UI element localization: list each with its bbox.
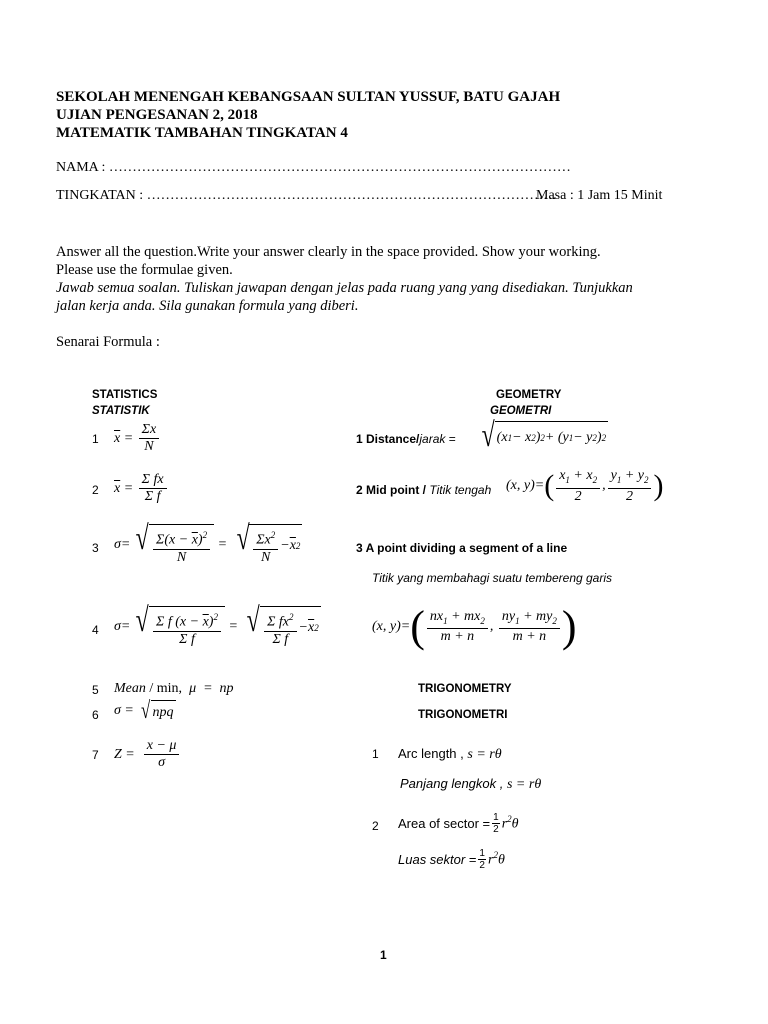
formula-midpoint: (x, y)= ( $\frac{x_1 + x_2}{2}$ , $\frac{y_1 + y_2}{2}$ )	[506, 468, 664, 504]
formula-z-score: Z = $\frac{x - \mu}{\sigma}$	[114, 738, 181, 771]
form-field: TINGKATAN : …………………………………………………………………………….	[56, 188, 557, 203]
geometry-title-ms: GEOMETRI	[490, 405, 552, 417]
sector-area-ms: Luas sektor = $\frac{1}{2}$ $r^2\theta$	[398, 848, 505, 871]
formula-mean-grouped: $\overline{x}$ = $\frac{\text{Σ fx}}{\text{Σ f}}$	[114, 472, 169, 505]
formula-list-heading: Senarai Formula :	[56, 334, 160, 350]
stat-number: 2	[92, 483, 99, 497]
instruction-ms-2: jalan kerja anda. Sila gunakan formula yang diberi.	[56, 298, 359, 314]
stat-number: 7	[92, 748, 99, 762]
formula-std-dev-binomial: σ = √ npq	[114, 698, 174, 724]
distance-label: 1 Distance/	[356, 432, 420, 446]
instruction-ms-1: Jawab semua soalan. Tuliskan jawapan dengan jelas pada ruang yang yang disediakan. Tunjukkan	[56, 280, 633, 296]
geometry-dividing: 3 A point dividing a segment of a line	[356, 541, 568, 555]
midpoint-label: 2 Mid point /	[356, 483, 426, 497]
duration: Masa : 1 Jam 15 Minit	[536, 188, 663, 203]
trig-number: 1	[372, 747, 379, 761]
stat-number: 1	[92, 432, 99, 446]
distance-label-ms: jarak	[419, 432, 446, 446]
geometry-distance: 1 Distance/ jarak =	[356, 432, 456, 446]
formula-distance: √ (x 1 − x 2 ) 2 + (y 1 − y 2 ) 2	[481, 417, 607, 454]
geometry-title: GEOMETRY	[496, 389, 562, 401]
stat-number: 3	[92, 541, 99, 555]
formula-mean-binomial: Mean / min, μ = np	[114, 681, 234, 696]
trigonometry-title-ms: TRIGONOMETRI	[418, 709, 508, 721]
geometry-midpoint	[356, 483, 491, 497]
formula-std-dev: σ= √ $\frac{\Sigma(x - \overline{x})^2}{N}$ = √ $\frac{\Sigma x^2}{N}$ − $\overline{x}$ 2	[114, 520, 301, 565]
sector-area: Area of sector = $\frac{1}{2}$ $r^2\theta$	[398, 812, 519, 835]
stat-number: 4	[92, 623, 99, 637]
trig-number: 2	[372, 819, 379, 833]
geometry-dividing-ms: Titik yang membahagi suatu tembereng garis	[372, 571, 613, 585]
name-field: NAMA : ………………………………………………………………………………………	[56, 160, 571, 175]
arc-length-label-ms: Panjang lengkok ,	[400, 776, 504, 791]
sector-area-label: Area of sector	[398, 816, 479, 831]
exam-title: UJIAN PENGESANAN 2, 2018	[56, 107, 258, 123]
subject-title: MATEMATIK TAMBAHAN TINGKATAN 4	[56, 125, 348, 141]
trigonometry-title: TRIGONOMETRY	[418, 683, 512, 695]
instruction-en-2: Please use the formulae given.	[56, 262, 233, 278]
sector-area-label-ms: Luas sektor	[398, 852, 466, 867]
statistics-title-ms: STATISTIK	[92, 405, 150, 417]
formula-std-dev-grouped: σ= √ $\frac{\Sigma f (x - \overline{x})^2}{\text{Σ f}}$ = √ $\frac{\Sigma fx^2}{\text{Σ f}}$ − $\overline{x}$ 2	[114, 602, 319, 647]
arc-length-label: Arc length ,	[398, 746, 464, 761]
formula-mean: $\overline{x}$ = $\frac{\Sigma x}{N}$	[114, 422, 161, 455]
page-number: 1	[380, 948, 387, 962]
school-name: SEKOLAH MENENGAH KEBANGSAAN SULTAN YUSSUF, BATU GAJAH	[56, 89, 561, 105]
midpoint-label-ms: Titik tengah	[429, 483, 492, 497]
arc-length-ms: Panjang lengkok , s = rθ	[400, 776, 542, 792]
arc-length: Arc length , s = rθ	[398, 746, 502, 762]
formula-section: (x, y)= ( $\frac{nx_1 + mx_2}{m + n}$ , $\frac{ny_1 + my_2}{m + n}$ )	[372, 602, 577, 651]
statistics-title: STATISTICS	[92, 389, 158, 401]
instruction-en-1: Answer all the question.Write your answer clearly in the space provided. Show your working.	[56, 244, 601, 260]
stat-number: 5	[92, 683, 99, 697]
stat-number: 6	[92, 708, 99, 722]
